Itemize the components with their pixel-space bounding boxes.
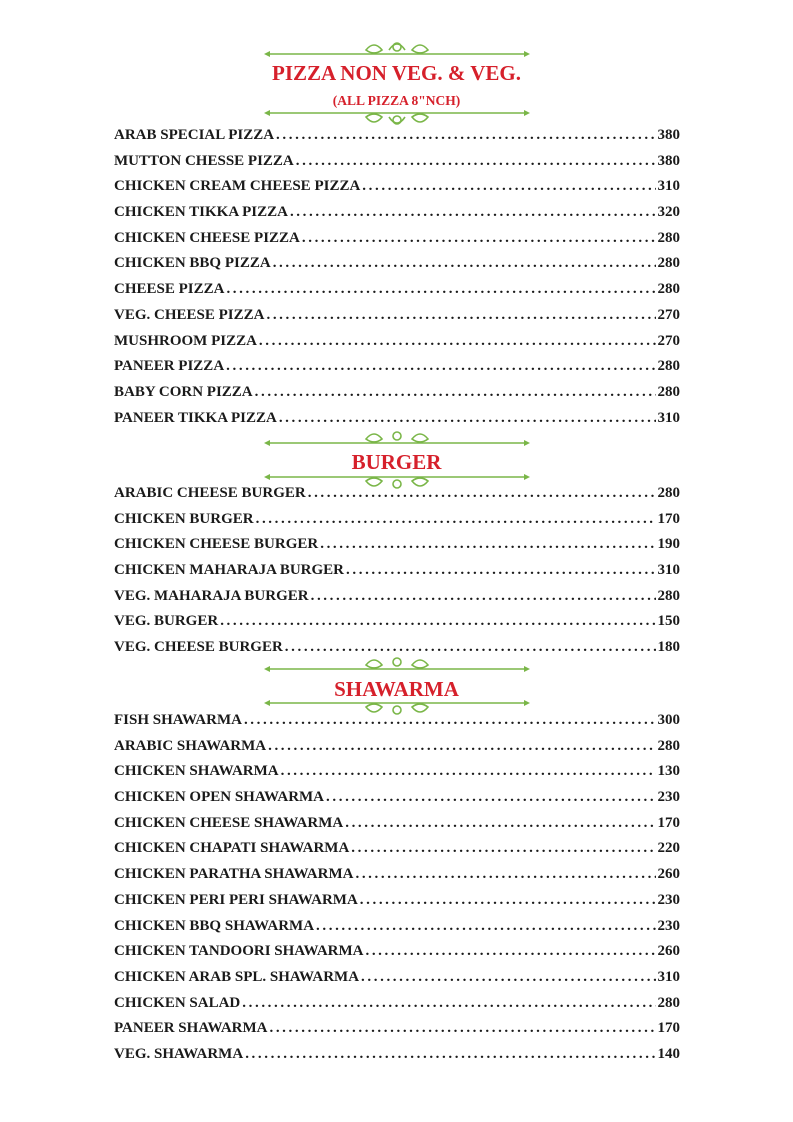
dot-leader [256,511,656,528]
dot-leader [361,969,655,986]
floral-divider-icon [262,105,532,129]
menu-item-name: CHICKEN PARATHA SHAWARMA [114,866,354,883]
dot-leader [273,255,656,272]
menu-item [114,969,680,995]
dot-leader [311,588,656,605]
menu-item [114,153,680,179]
menu-item [114,384,680,410]
menu-item [114,230,680,256]
menu-item-price: 280 [657,994,680,1011]
menu-item [114,588,680,614]
menu-item [114,485,680,511]
dot-leader [351,840,655,857]
menu-item-price: 310 [657,562,680,579]
menu-item [114,178,680,204]
menu-item-name: MUSHROOM PIZZA [114,332,257,349]
dot-leader [346,562,655,579]
dot-leader [279,410,656,427]
dot-leader [355,866,655,883]
menu-item [114,255,680,281]
menu-item-name: CHICKEN CHEESE PIZZA [114,229,300,246]
menu-item [114,738,680,764]
menu-item-name: CHICKEN TANDOORI SHAWARMA [114,943,364,960]
menu-item-price: 230 [657,789,680,806]
menu-item-price: 310 [657,409,680,426]
shawarma-section-title: SHAWARMA [334,677,459,701]
menu-item-name: PANEER SHAWARMA [114,1020,268,1037]
menu-item-price: 310 [657,178,680,195]
dot-leader [285,639,656,656]
menu-item-price: 150 [657,613,680,630]
menu-item-name: CHICKEN SALAD [114,994,241,1011]
menu-item-price: 140 [657,1045,680,1062]
menu-item-price: 180 [657,639,680,656]
dot-leader [326,789,655,806]
dot-leader [259,333,656,350]
menu-item-name: CHICKEN BBQ SHAWARMA [114,917,315,934]
menu-item [114,943,680,969]
dot-leader [220,613,655,630]
menu-item-price: 170 [657,814,680,831]
menu-item [114,815,680,841]
dot-leader [290,204,656,221]
burger-section-title: BURGER [351,450,442,474]
menu-item-price: 380 [657,152,680,169]
dot-leader [345,815,655,832]
dot-leader [360,892,656,909]
menu-item-name: CHICKEN CHEESE SHAWARMA [114,814,344,831]
menu-item [114,1046,680,1072]
menu-item-price: 380 [657,127,680,143]
menu-item [114,281,680,307]
shawarma-menu-list [114,712,680,1072]
floral-divider-icon [262,655,532,679]
menu-item [114,511,680,537]
dot-leader [362,178,655,195]
dot-leader [242,995,655,1012]
menu-item-name: CHICKEN OPEN SHAWARMA [114,789,325,806]
menu-item-price: 280 [657,737,680,754]
menu-item-price: 230 [657,917,680,934]
menu-item-price: 130 [657,763,680,780]
dot-leader [320,536,655,553]
menu-item-name: CHICKEN BBQ PIZZA [114,255,271,272]
menu-item-price: 270 [657,332,680,349]
menu-item-name: CHICKEN CHEESE BURGER [114,536,319,553]
dot-leader [316,918,655,935]
pizza-section-title: PIZZA NON VEG. & VEG. [272,61,521,85]
dot-leader [281,763,656,780]
menu-item [114,613,680,639]
dot-leader [268,738,655,755]
menu-item-price: 270 [657,306,680,323]
menu-item [114,127,680,153]
menu-item-price: 230 [657,891,680,908]
menu-item-name: BABY CORN PIZZA [114,383,253,400]
dot-leader [244,712,656,729]
menu-item-name: CHICKEN SHAWARMA [114,763,279,780]
dot-leader [226,358,655,375]
menu-item-name: VEG. SHAWARMA [114,1045,244,1062]
menu-item [114,562,680,588]
menu-item [114,204,680,230]
menu-item [114,918,680,944]
menu-item-name: CHEESE PIZZA [114,281,225,298]
dot-leader [308,485,656,502]
menu-item-price: 260 [657,943,680,960]
menu-item [114,307,680,333]
floral-divider-icon [262,38,532,62]
menu-item-name: CHICKEN BURGER [114,510,254,527]
pizza-menu-list [114,127,680,435]
menu-item-name: PANEER TIKKA PIZZA [114,409,277,426]
menu-item [114,995,680,1021]
menu-item-name: ARABIC SHAWARMA [114,737,267,754]
menu-item-price: 170 [657,1020,680,1037]
menu-item-price: 220 [657,840,680,857]
menu-item-name: VEG. BURGER [114,613,219,630]
menu-item-name: VEG. MAHARAJA BURGER [114,587,309,604]
menu-item [114,763,680,789]
dot-leader [226,281,655,298]
menu-item [114,358,680,384]
menu-item-price: 280 [657,281,680,298]
dot-leader [269,1020,655,1037]
menu-item-price: 170 [657,510,680,527]
burger-menu-list [114,485,680,665]
menu-item-name: CHICKEN MAHARAJA BURGER [114,562,345,579]
dot-leader [255,384,656,401]
menu-item-name: CHICKEN CHAPATI SHAWARMA [114,840,350,857]
menu-item-name: PANEER PIZZA [114,358,225,375]
menu-item [114,892,680,918]
menu-item [114,333,680,359]
menu-item-name: CHICKEN TIKKA PIZZA [114,204,288,221]
menu-item-price: 280 [657,587,680,604]
menu-item [114,1020,680,1046]
menu-item-name: VEG. CHEESE BURGER [114,639,283,656]
menu-item-price: 280 [657,383,680,400]
dot-leader [296,153,656,170]
menu-item [114,840,680,866]
menu-item-price: 280 [657,358,680,375]
menu-item [114,712,680,738]
menu-item-name: VEG. CHEESE PIZZA [114,306,265,323]
dot-leader [276,127,655,144]
menu-item-name: CHICKEN ARAB SPL. SHAWARMA [114,968,360,985]
menu-item-price: 190 [657,536,680,553]
pizza-section-subtitle: (ALL PIZZA 8"NCH) [332,93,461,108]
dot-leader [302,230,656,247]
dot-leader [365,943,655,960]
menu-item-price: 280 [657,485,680,501]
menu-item-price: 300 [657,712,680,728]
menu-item-price: 310 [657,968,680,985]
menu-item-name: CHICKEN CREAM CHEESE PIZZA [114,178,361,195]
menu-item-name: ARAB SPECIAL PIZZA [114,127,275,143]
menu-item-price: 260 [657,866,680,883]
menu-item-price: 280 [657,229,680,246]
menu-item [114,789,680,815]
menu-item-name: CHICKEN PERI PERI SHAWARMA [114,891,358,908]
dot-leader [266,307,655,324]
menu-item-price: 320 [657,204,680,221]
menu-item [114,866,680,892]
menu-item-name: FISH SHAWARMA [114,712,242,728]
menu-item-name: MUTTON CHESSE PIZZA [114,152,294,169]
menu-item-price: 280 [657,255,680,272]
menu-item-name: ARABIC CHEESE BURGER [114,485,306,501]
menu-item [114,536,680,562]
dot-leader [245,1046,655,1063]
